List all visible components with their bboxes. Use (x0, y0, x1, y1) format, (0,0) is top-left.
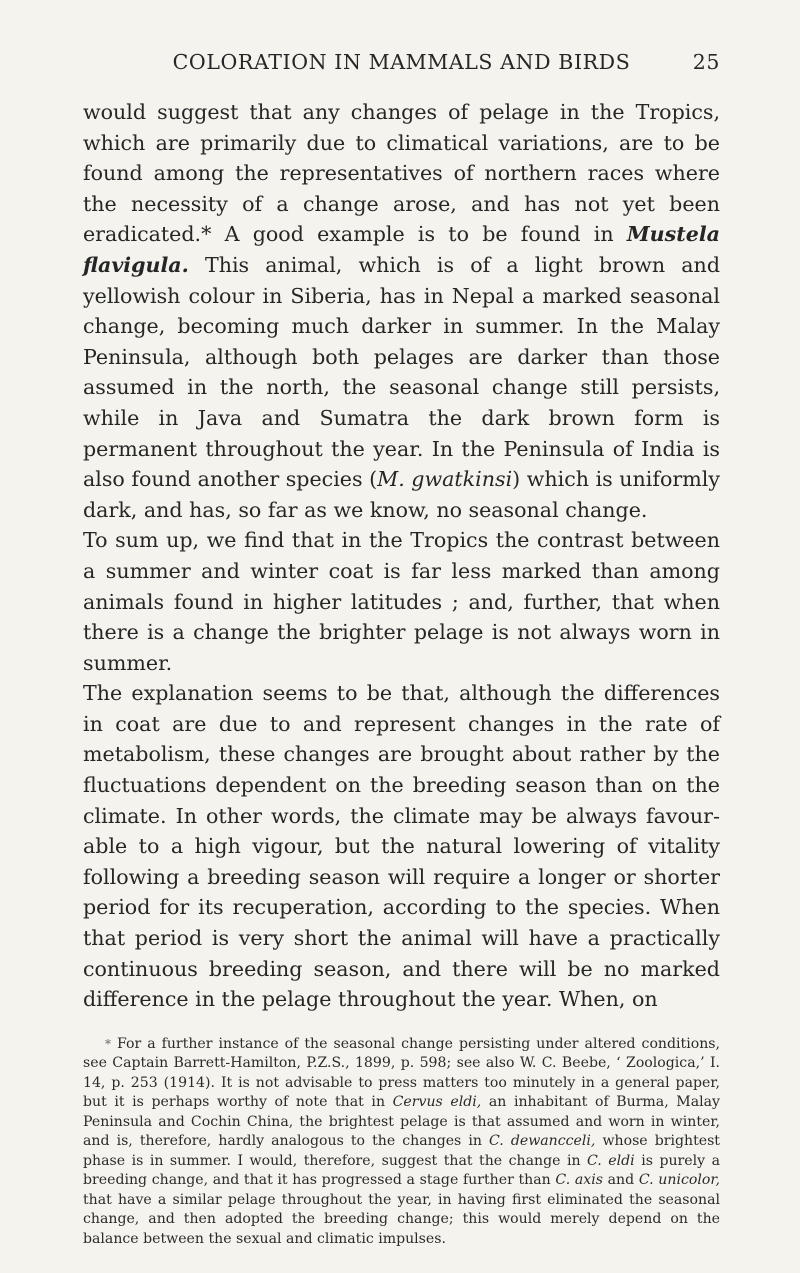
text-segment: The explanation seems to be that, although the differences in coat are due to and represent changes in the rate of metabolism, these changes are brought about rather by the fluctuations dependent on the breeding season than on the climate. In other words, the climate may be always favourable to a high vigour, but the natural lowering of vitality following a breeding season will require a longer or shorter period for its recuperation, according to the species. When that period is very short the animal will have a practically continuous breeding season, and there will be no marked difference in the pelage throughout the year. When, on (83, 681, 720, 1012)
text-segment: ) which is uniformly dark, and has, so far as we know, no seasonal change. (83, 467, 720, 522)
text-segment: This animal, which is of a light brown and yellowish colour in Siberia, has in Nepal a marked seasonal change, becoming much darker in summer. In the Malay Peninsula, although both pelages are darker than those assumed in the north, the seasonal change still persists, while in Java and Sumatra the dark brown form is permanent throughout the year. In the Peninsula of India is also found another species ( (83, 252, 720, 492)
species-name: Cervus eldi, (392, 1094, 482, 1111)
running-title: COLORATION IN MAMMALS AND BIRDS (172, 50, 631, 74)
species-name: C. dewancceli, (489, 1133, 596, 1150)
species-name: C. axis (555, 1172, 603, 1189)
running-header (83, 50, 720, 80)
footnote-mark: * (105, 1036, 111, 1051)
paragraph-1 (83, 97, 720, 525)
paragraph-2 (83, 525, 720, 678)
paragraph-3 (83, 678, 720, 1015)
footnote (83, 1035, 720, 1250)
footnote-text: is purely a breeding change, and that it has progressed a stage further than (83, 1152, 720, 1189)
text-segment: To sum up, we find that in the Tropics the contrast between a summer and winter coat is far less marked than among animals found in higher latitudes ; and, further, that when there is a change the brighter pelage is not always worn in summer. (83, 528, 720, 675)
page-number: 25 (692, 50, 720, 74)
footnote-text: For a further instance of the seasonal change persisting under altered conditions, see Captain Barrett-Hamilton, P.Z.S., 1899, p. 598; see also W. C. Beebe, ‘ Zoologica,’ I. 14, p. 253 (1914). It is not advisable to press matters too minutely in a general paper, but it is perhaps worthy of note that in (83, 1035, 720, 1111)
text-segment: would suggest that any changes of pelage in the Tropics, which are primarily due to climatical variations, are to be found among the representatives of northern races where the necessity of a change arose, and has not yet been eradicated.* A good example is to be found in (83, 100, 720, 247)
footnote-text: and (602, 1172, 639, 1189)
body-text (83, 97, 720, 1015)
footnote-text: whose brightest phase is in summer. I would, therefore, suggest that the change in (83, 1133, 720, 1169)
species-name: C. unicolor, (638, 1172, 720, 1189)
species-name: C. eldi (587, 1152, 635, 1169)
species-name: M. gwatkinsi (377, 467, 513, 492)
footnote-text: that have a similar pelage throughout the year, in having first eliminated the seasonal change, and then adopted the breeding change; this would merely depend on the balance between the sexual and climatic impulses. (83, 1191, 720, 1247)
footnote-text: an inhabitant of Burma, Malay Peninsula and Cochin China, the brightest pelage is that assumed and worn in winter, and is, therefore, hardly analogous to the changes in (83, 1094, 720, 1150)
species-name: Mustela flavigula. (83, 222, 720, 277)
